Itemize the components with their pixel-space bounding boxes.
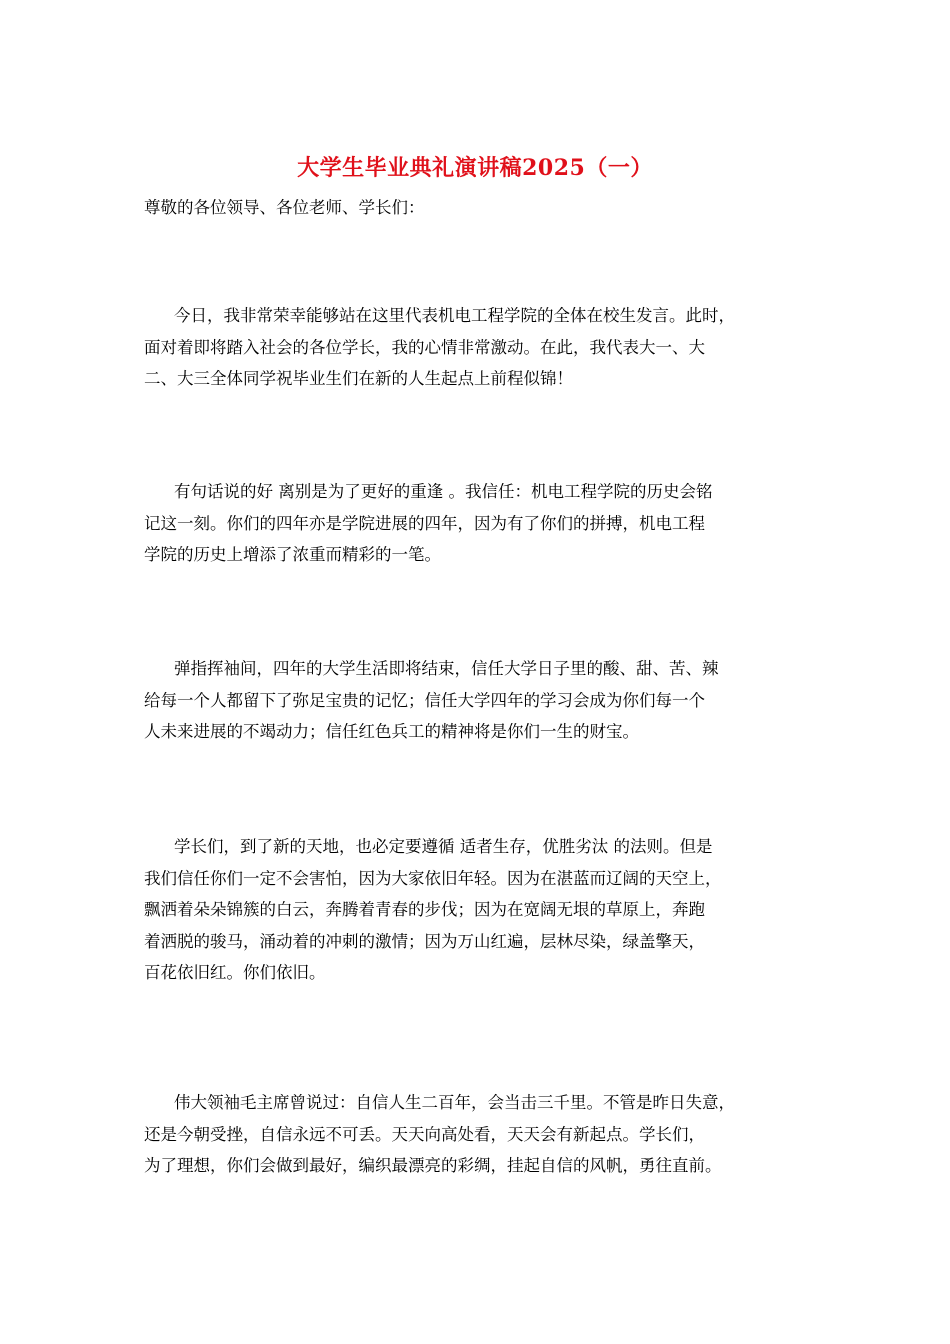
paragraph-line: 伟大领袖毛主席曾说过：自信人生二百年，会当击三千里。不管是昨日失意， [174,1093,735,1112]
paragraph-1 [144,300,834,395]
paragraph-line: 学院的历史上增添了浓重而精彩的一笔。 [144,545,441,564]
paragraph-line: 人未来进展的不竭动力；信任红色兵工的精神将是你们一生的财宝。 [144,722,639,741]
paragraph-line: 飘洒着朵朵锦簇的白云，奔腾着青春的步伐；因为在宽阔无垠的草原上，奔跑 [144,900,705,919]
paragraph-line: 给每一个人都留下了弥足宝贵的记忆；信任大学四年的学习会成为你们每一个 [144,690,705,710]
paragraph-line: 二、大三全体同学祝毕业生们在新的人生起点上前程似锦！ [144,369,573,388]
paragraph-line: 面对着即将踏入社会的各位学长，我的心情非常激动。在此，我代表大一、大 [144,337,705,357]
paragraph-line: 弹指挥袖间，四年的大学生活即将结束，信任大学日子里的酸、甜、苦、辣 [174,659,719,678]
paragraph-line: 记这一刻。你们的四年亦是学院进展的四年，因为有了你们的拼搏，机电工程 [144,513,705,533]
paragraph-3 [144,653,834,748]
paragraph-line: 百花依旧红。你们依旧。 [144,963,326,982]
paragraph-5 [144,1087,834,1182]
greeting-line: 尊敬的各位领导、各位老师、学长们： [144,198,425,217]
paragraph-line: 为了理想，你们会做到最好，编织最漂亮的彩绸，挂起自信的风帆，勇往直前。 [144,1156,722,1175]
paragraph-line: 着洒脱的骏马，涌动着的冲刺的激情；因为万山红遍，层林尽染，绿盖擎天， [144,931,705,951]
paragraph-line: 还是今朝受挫，自信永远不可丢。天天向高处看，天天会有新起点。学长们， [144,1124,705,1144]
paragraph-line: 我们信任你们一定不会害怕，因为大家依旧年轻。因为在湛蓝而辽阔的天空上， [144,868,722,888]
paragraph-2 [144,476,834,571]
paragraph-line: 学长们，到了新的天地，也必定要遵循 适者生存，优胜劣汰 的法则。但是 [174,837,713,856]
paragraph-line: 今日，我非常荣幸能够站在这里代表机电工程学院的全体在校生发言。此时， [174,306,735,325]
paragraph-4 [144,831,834,989]
document-title: 大学生毕业典礼演讲稿2025（一） [297,155,653,181]
paragraph-line: 有句话说的好 离别是为了更好的重逢 。我信任：机电工程学院的历史会铭 [174,482,713,501]
